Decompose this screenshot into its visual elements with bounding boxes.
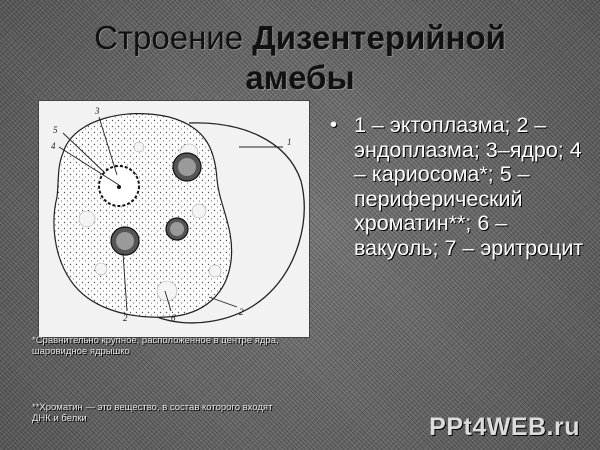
leader-line-2b [209,297,237,307]
vacuole [192,204,206,218]
vacuole [209,265,221,277]
label-6: 6 [171,313,176,323]
title-bold-line1: Дизентерийной [252,19,506,56]
amoeba-illustration [38,100,310,338]
erythrocyte-inner [178,158,196,176]
label-1: 1 [287,137,292,147]
vacuole [134,142,144,152]
footnote-chromatin: **Хроматин — это вещество, в состав которого входят ДНК и белки [32,402,273,424]
erythrocyte-inner [170,222,184,236]
label-2b: 2 [239,307,244,317]
footnote-karyosome: *Сравнительно крупное, расположенное в центре ядра, шаровидное ядрышко [32,335,279,357]
label-5: 5 [53,125,58,135]
legend-item [330,113,592,260]
title-bold-line2: амебы [245,59,355,96]
legend-list [330,113,592,260]
label-4: 4 [51,141,56,151]
karyosome [117,185,121,189]
legend-text: 1 – эктоплазма; 2 – эндоплазма; 3–ядро; 4 – кариосома*; 5 – периферический хроматин**; 6 – вакуоль; 7 – эритроцит [354,113,584,260]
title-regular: Строение [94,19,253,56]
amoeba-drawing [39,101,309,337]
vacuole [95,263,107,275]
watermark-logo: PPt4WEB.ru [429,413,580,441]
label-2a: 2 [123,313,128,323]
erythrocyte-inner [116,232,134,250]
vacuole [79,211,95,227]
slide-title [0,18,600,98]
label-3: 3 [95,106,100,116]
bullet-dot-icon: • [330,114,338,136]
